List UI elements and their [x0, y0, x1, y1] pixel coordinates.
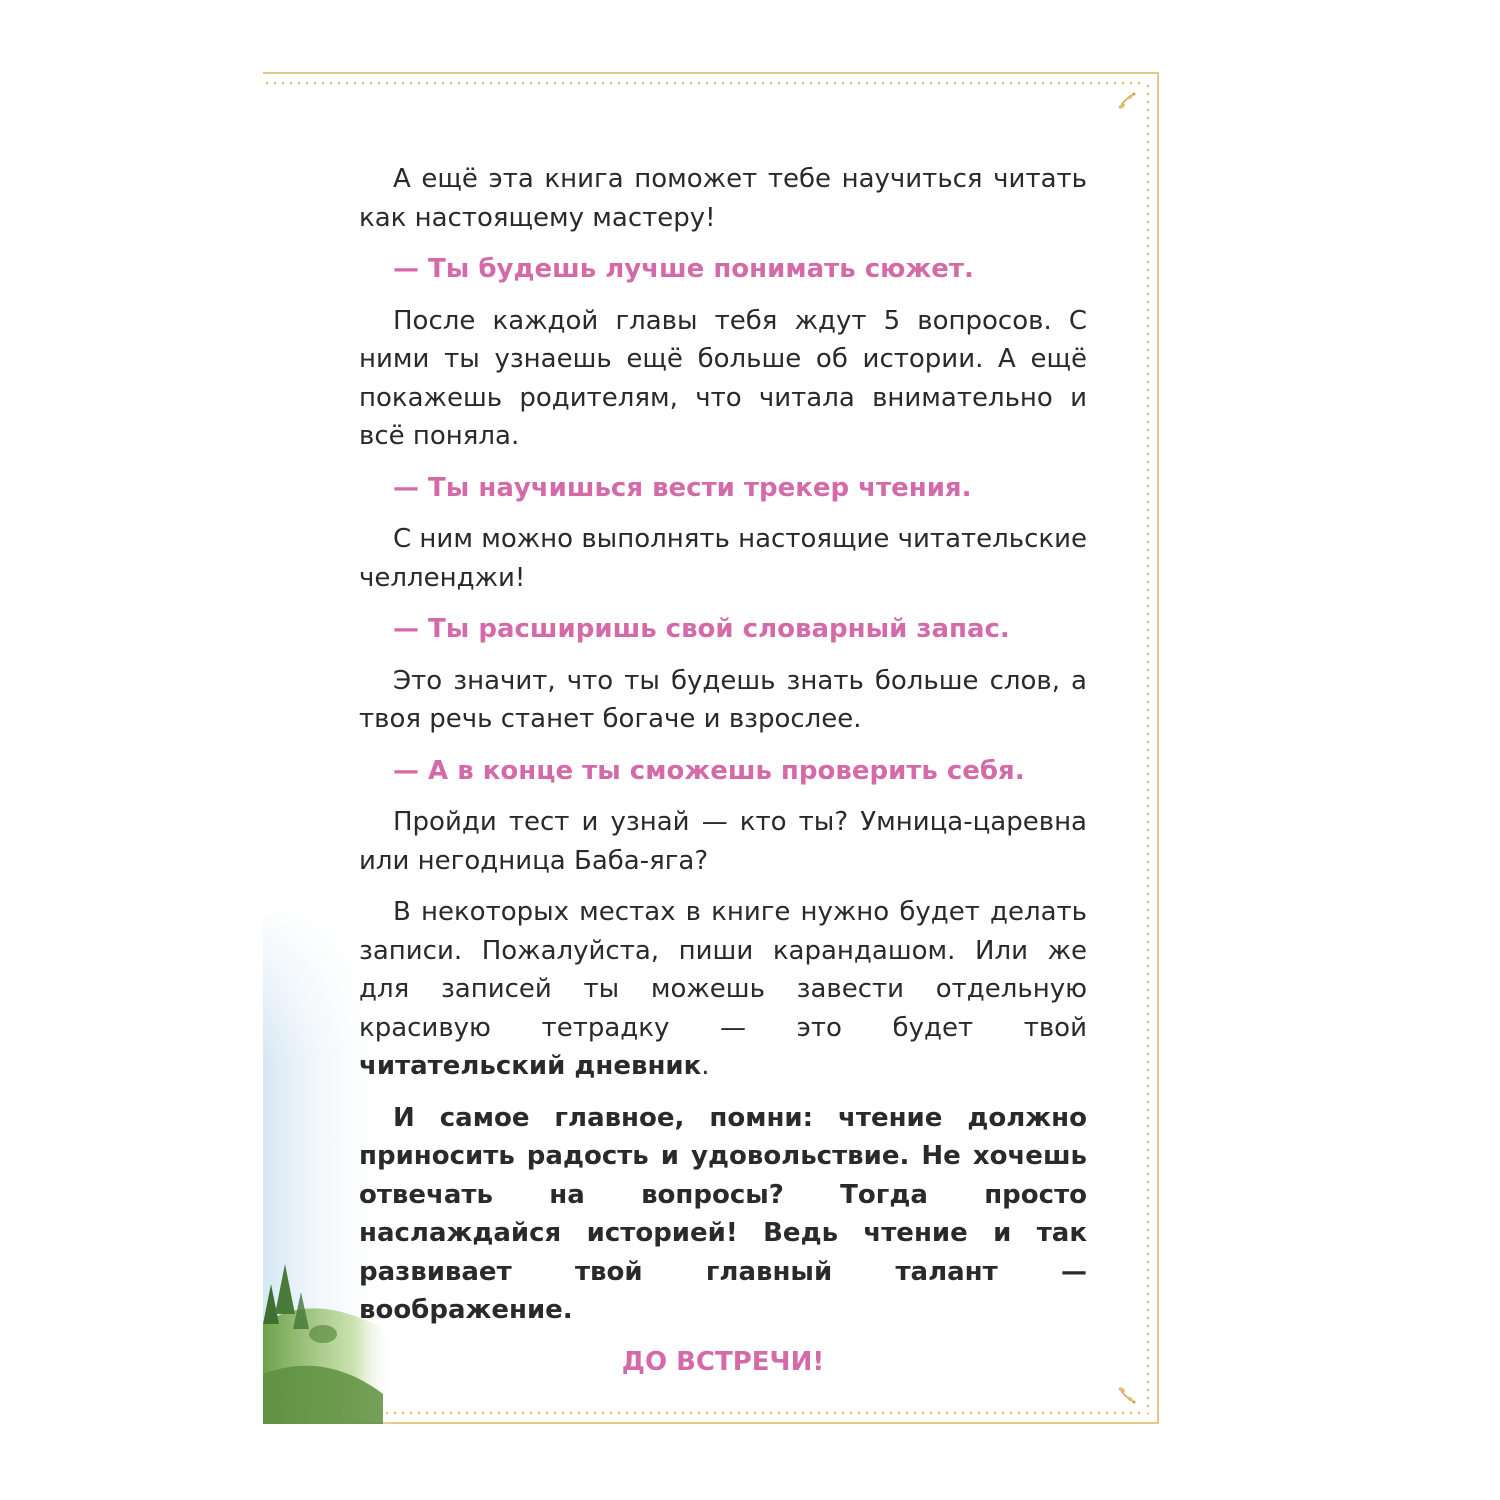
tracker-paragraph: С ним можно выполнять настоящие читательские челленджи!: [359, 524, 1087, 593]
main-advice-paragraph: И самое главное, помни: чтение должно приносить радость и удовольствие. Не хочешь отвечать на вопросы? Тогда просто наслаждайся историей! Ведь чтение и так развивает твой главный талант — воображение.: [359, 1102, 1087, 1325]
benefit-heading-plot: — Ты будешь лучше понимать сюжет.: [393, 254, 974, 284]
gold-leaf-ornament-icon: [1115, 90, 1137, 112]
frame-border-top: [263, 72, 1159, 74]
benefit-heading-test: — А в конце ты сможешь проверить себя.: [393, 755, 1025, 786]
reading-diary-term: читательский дневник: [359, 1051, 702, 1081]
frame-border-right: [1157, 72, 1159, 1424]
notes-period: .: [701, 1051, 710, 1081]
farewell-heading: ДО ВСТРЕЧИ!: [621, 1346, 825, 1377]
vocabulary-paragraph: Это значит, что ты будешь знать больше слов, а твоя речь станет богаче и взрослее.: [359, 665, 1087, 734]
dotted-border-top: [263, 82, 1145, 84]
dotted-border-bottom: [263, 1412, 1145, 1414]
notes-paragraph: [359, 893, 1087, 1086]
book-page: [263, 72, 1159, 1424]
dotted-border-right: [1147, 82, 1149, 1414]
notes-text: В некоторых местах в книге нужно будет делать записи. Пожалуйста, пиши карандашом. Или же для записей ты можешь завести отдельную красивую тетрадку — это будет твой: [359, 897, 1087, 1043]
gold-leaf-ornament-icon: [1115, 1384, 1137, 1406]
intro-paragraph: А ещё эта книга поможет тебе научиться читать как настоящему мастеру!: [359, 164, 1087, 233]
page-text: [359, 160, 1087, 1394]
questions-paragraph: После каждой главы тебя ждут 5 вопросов. С ними ты узнаешь ещё больше об истории. А ещё покажешь родителям, что читала внимательно и всё поняла.: [359, 305, 1087, 451]
frame-border-bottom: [263, 1422, 1159, 1424]
benefit-heading-vocabulary: — Ты расширишь свой словарный запас.: [393, 614, 1010, 644]
test-paragraph: Пройди тест и узнай — кто ты? Умница-царевна или негодница Баба-яга?: [359, 807, 1087, 876]
benefit-heading-tracker: — Ты научишься вести трекер чтения.: [393, 472, 972, 503]
